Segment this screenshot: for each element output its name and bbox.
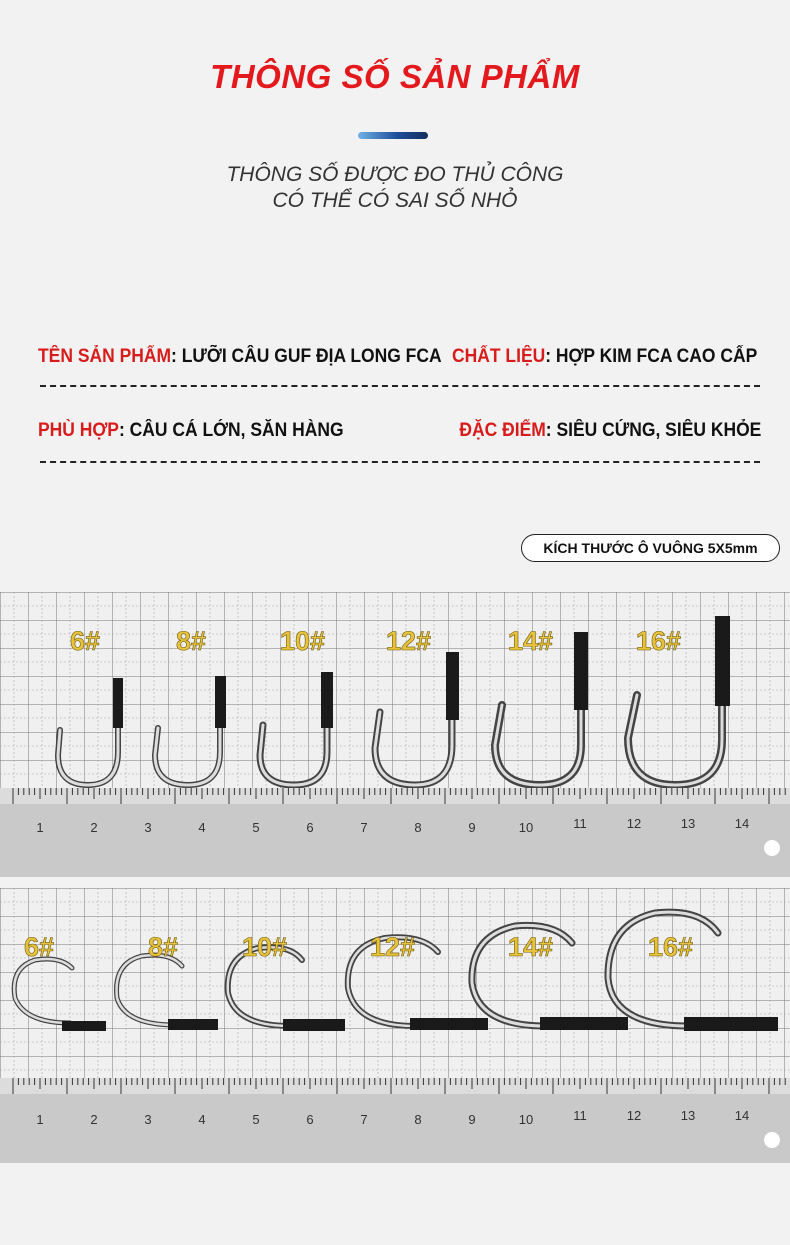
ruler-number: 14: [734, 816, 750, 831]
grid-size-note: KÍCH THƯỚC Ô VUÔNG 5X5mm: [521, 534, 780, 562]
ruler-number: 1: [36, 1112, 44, 1127]
size-label-12: 12#: [370, 932, 416, 962]
spec-suitable: [38, 420, 344, 442]
spec-key: TÊN SẢN PHẨM: [38, 346, 172, 367]
ruler-number: 4: [198, 1112, 206, 1127]
spec-value: : HỢP KIM FCA CAO CẤP: [545, 346, 758, 367]
ruler-number: 3: [144, 820, 152, 835]
size-label-10: 10#: [242, 932, 288, 962]
ruler-number: 8: [414, 820, 422, 835]
ruler-number: 7: [360, 820, 368, 835]
ruler-number: 13: [680, 816, 696, 831]
ruler-number: 11: [573, 1108, 587, 1123]
size-label-10: 10#: [280, 626, 326, 656]
title-accent-bar: [358, 132, 428, 139]
ruler-number: 9: [468, 1112, 476, 1127]
divider-1: [40, 385, 760, 387]
hook-photo-vertical: [0, 592, 790, 877]
size-label-6: 6#: [24, 932, 55, 962]
spec-material: [452, 346, 757, 368]
ruler-number: 5: [252, 820, 260, 835]
spec-key: CHẤT LIỆU: [452, 346, 546, 367]
size-label-16: 16#: [648, 932, 694, 962]
subtitle: [0, 162, 790, 214]
ruler-number: 5: [252, 1112, 260, 1127]
subtitle-line-2: CÓ THỂ CÓ SAI SỐ NHỎ: [272, 189, 518, 212]
size-label-12: 12#: [386, 626, 432, 656]
ruler-number: 10: [518, 1112, 534, 1127]
ruler-number: 10: [518, 820, 534, 835]
size-label-6: 6#: [70, 626, 101, 656]
ruler-number: 11: [573, 816, 587, 831]
size-label-8: 8#: [176, 626, 207, 656]
spec-row-2: [38, 420, 762, 450]
spec-row-1: [38, 346, 758, 376]
size-label-16: 16#: [636, 626, 682, 656]
ruler-number: 1: [36, 820, 44, 835]
ruler-number: 12: [626, 816, 642, 831]
ruler-number: 6: [306, 820, 314, 835]
ruler-number: 7: [360, 1112, 368, 1127]
ruler-number: 14: [734, 1108, 750, 1123]
page-title: THÔNG SỐ SẢN PHẨM: [210, 58, 580, 95]
ruler-number: 12: [626, 1108, 642, 1123]
spec-key: ĐẶC ĐIỂM: [459, 420, 546, 441]
ruler-number: 9: [468, 820, 476, 835]
ruler-number: 3: [144, 1112, 152, 1127]
spec-value: : CÂU CÁ LỚN, SĂN HÀNG: [118, 420, 344, 441]
spec-product-name: [38, 346, 442, 368]
ruler-number: 6: [306, 1112, 314, 1127]
ruler: [0, 788, 790, 877]
ruler-number: 8: [414, 1112, 422, 1127]
spec-value: : LƯỠI CÂU GUF ĐỊA LONG FCA: [171, 346, 442, 367]
size-label-14: 14#: [508, 932, 554, 962]
ruler-number: 2: [90, 820, 98, 835]
spec-feature: [459, 420, 761, 442]
size-label-8: 8#: [148, 932, 179, 962]
size-label-14: 14#: [508, 626, 554, 656]
ruler-number: 13: [680, 1108, 696, 1123]
subtitle-line-1: THÔNG SỐ ĐƯỢC ĐO THỦ CÔNG: [226, 163, 564, 186]
ruler: [0, 1078, 790, 1163]
spec-key: PHÙ HỢP: [38, 420, 119, 441]
hook-photo-horizontal: [0, 888, 790, 1163]
divider-2: [40, 461, 760, 463]
ruler-number: 4: [198, 820, 206, 835]
ruler-number: 2: [90, 1112, 98, 1127]
spec-value: : SIÊU CỨNG, SIÊU KHỎE: [545, 420, 762, 441]
